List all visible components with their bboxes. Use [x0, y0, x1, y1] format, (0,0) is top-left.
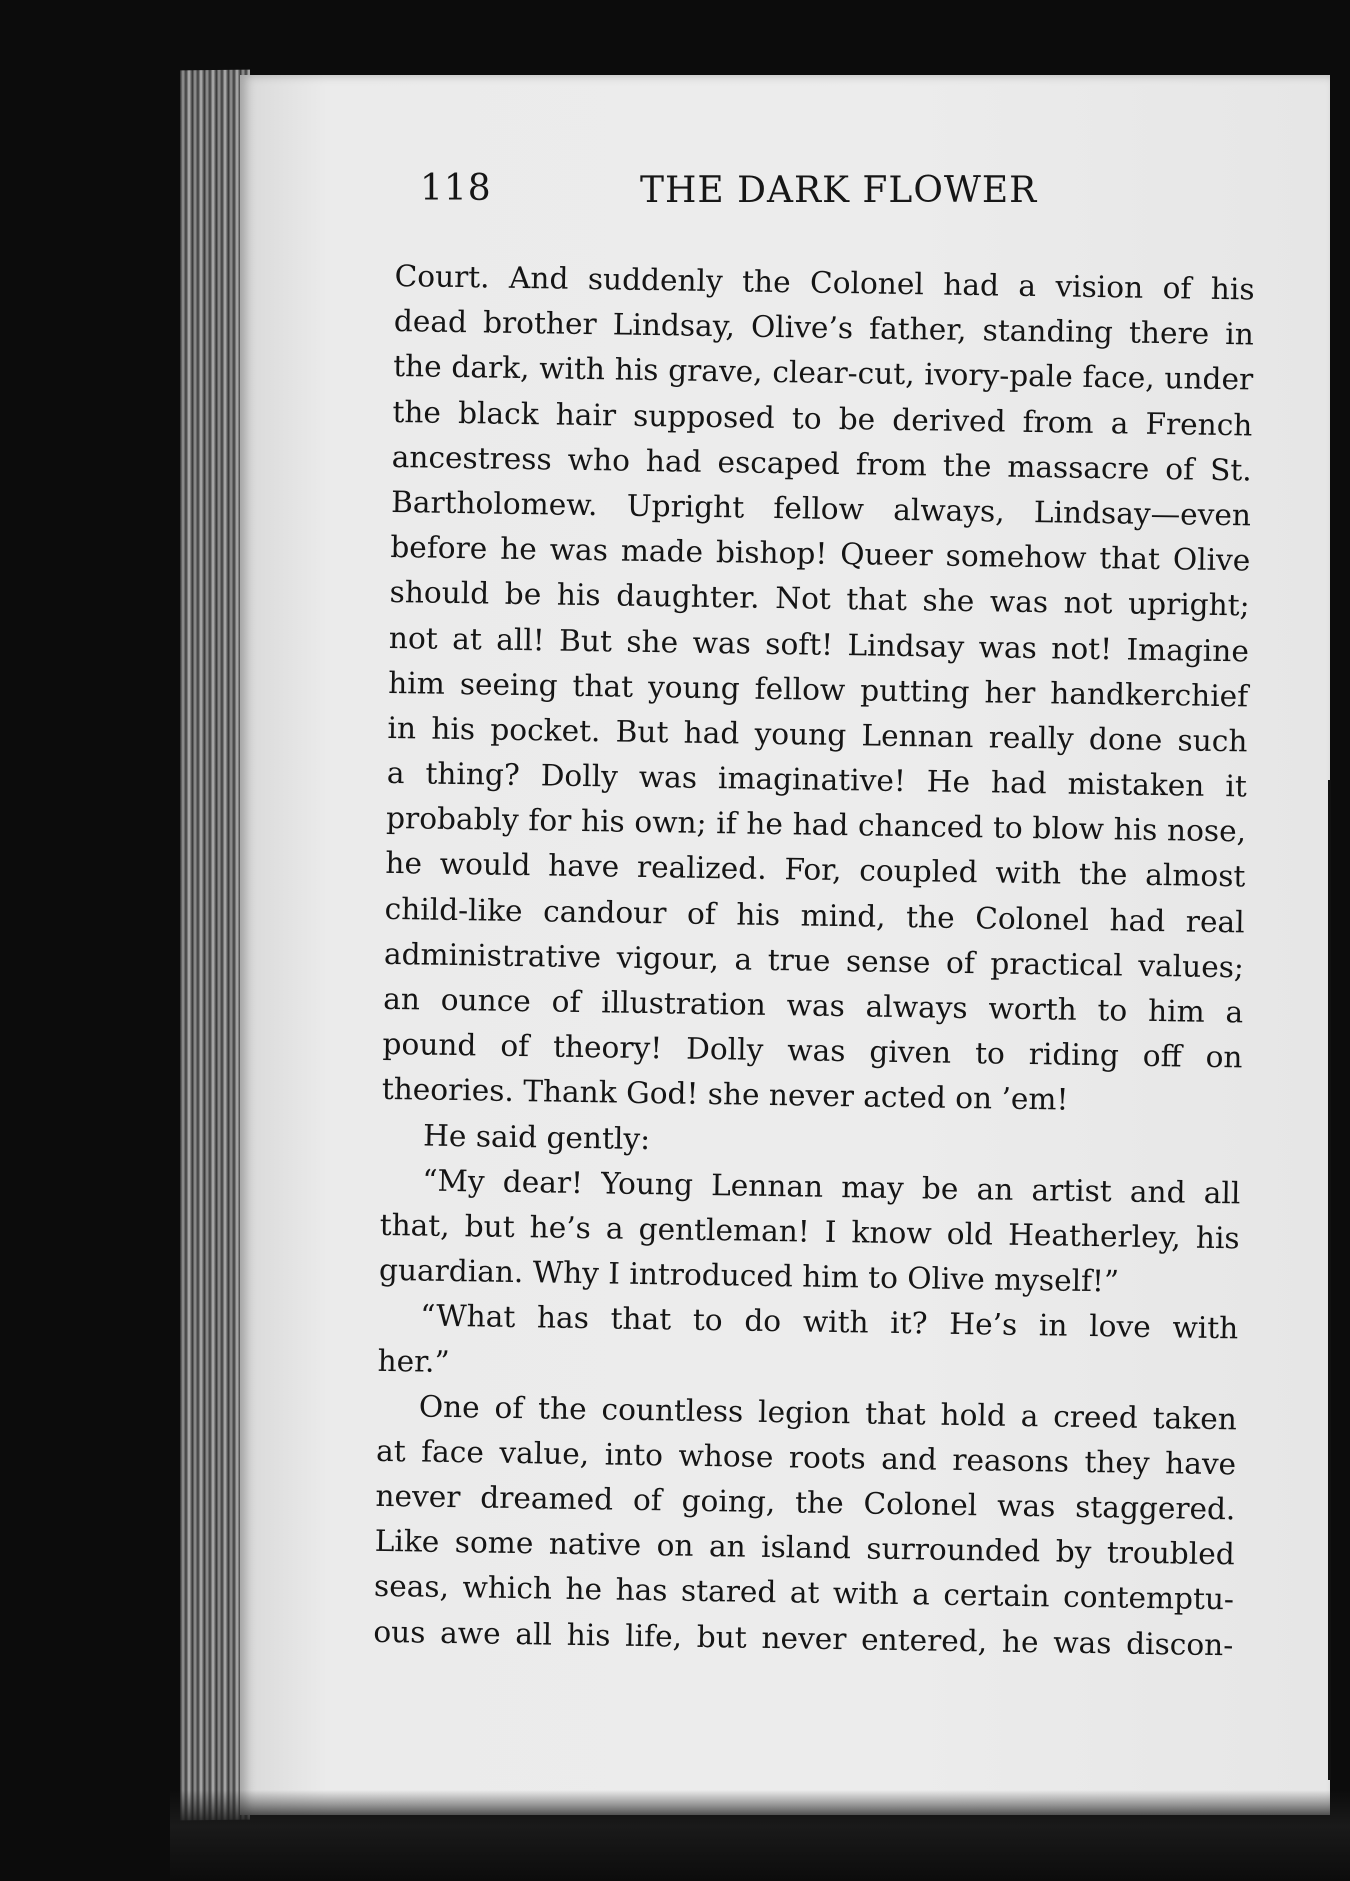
text-line: ancestress who had escaped from the massacre of St. — [391, 439, 1252, 488]
text-line: guardian. Why I introduced him to Olive myself!” — [378, 1253, 1120, 1299]
text-line: that, but he’s a gentleman! I know old Heatherley, his — [379, 1207, 1240, 1256]
text-line: He said gently: — [422, 1118, 651, 1156]
text-line: theories. Thank God! she never acted on ’em! — [381, 1072, 1069, 1118]
text-line: seas, which he has stared at with a certain contemptu- — [373, 1569, 1235, 1617]
text-line: Bartholomew. Upright fellow always, Lindsay—even — [390, 484, 1252, 533]
text-line: probably for his own; if he had chanced to blow his nose, — [385, 801, 1247, 849]
page-number: 118 — [420, 168, 492, 209]
text-line: the black hair supposed to be derived from a French — [392, 394, 1253, 443]
text-line: the dark, with his grave, clear-cut, ivory-pale face, under — [392, 349, 1254, 397]
text-line: not at all! But she was soft! Lindsay was not! Imagine — [388, 620, 1250, 668]
text-line: never dreamed of going, the Colonel was staggered. — [375, 1478, 1236, 1527]
text-line: Court. And suddenly the Colonel had a vision of his — [394, 258, 1255, 307]
text-line: One of the countless legion that hold a creed taken — [418, 1389, 1238, 1437]
text-line: should be his daughter. Not that she was not upright; — [389, 575, 1250, 623]
body-text — [373, 254, 1255, 1668]
text-line: dead brother Lindsay, Olive’s father, standing there in — [393, 304, 1255, 352]
text-line: he would have realized. For, coupled with the almost — [385, 846, 1246, 894]
text-line: administrative vigour, a true sense of practical values; — [383, 936, 1245, 985]
running-head — [420, 168, 1040, 228]
text-line: in his pocket. But had young Lennan really done such — [387, 710, 1248, 759]
bottom-shadow — [170, 1790, 1350, 1881]
text-line: a thing? Dolly was imaginative! He had mistaken it — [386, 756, 1248, 804]
text-line: her.” — [377, 1343, 450, 1379]
text-line: before he was made bishop! Queer somehow that Olive — [390, 530, 1251, 578]
book-title: THE DARK FLOWER — [640, 170, 1038, 211]
text-line: Like some native on an island surrounded by troubled — [374, 1524, 1235, 1572]
text-line: him seeing that young fellow putting her handkerchief — [387, 665, 1249, 714]
text-line: “What has that to do with it? He’s in love with — [420, 1298, 1239, 1346]
text-line: “My dear! Young Lennan may be an artist and all — [422, 1163, 1241, 1211]
page-border-line — [1328, 780, 1331, 1780]
text-line: ous awe all his life, but never entered, he was discon- — [373, 1614, 1234, 1662]
text-line: pound of theory! Dolly was given to riding off on — [382, 1027, 1243, 1075]
text-line: at face value, into whose roots and reasons they have — [375, 1433, 1237, 1482]
text-line: an ounce of illustration was always worth to him a — [383, 981, 1244, 1030]
text-line: child-like candour of his mind, the Colonel had real — [384, 891, 1245, 940]
